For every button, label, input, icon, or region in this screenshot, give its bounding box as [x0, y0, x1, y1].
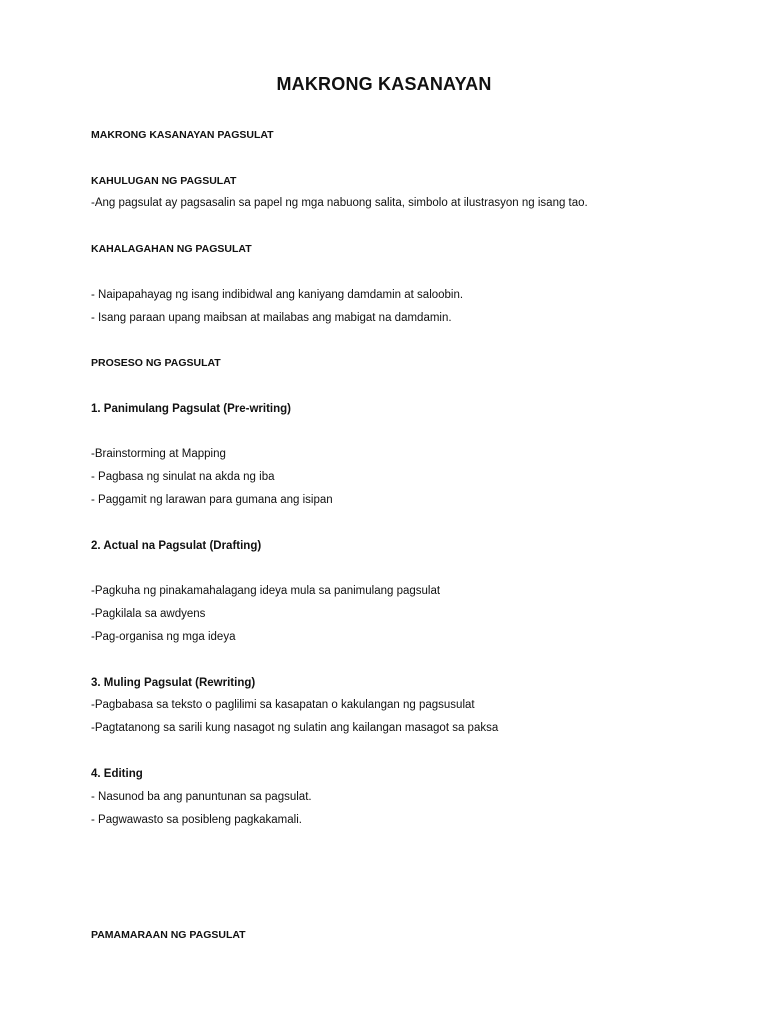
kahulugan-heading: KAHULUGAN NG PAGSULAT	[91, 175, 237, 187]
kahalagahan-item: - Naipapahayag ng isang indibidwal ang kaniyang damdamin at saloobin.	[91, 289, 464, 301]
step-item: - Nasunod ba ang panuntunan sa pagsulat.	[91, 791, 312, 803]
step-item: -Pag-organisa ng mga ideya	[91, 631, 236, 643]
step-item: - Paggamit ng larawan para gumana ang isipan	[91, 494, 333, 506]
step-item: -Pagkilala sa awdyens	[91, 608, 206, 620]
step-title: 4. Editing	[91, 768, 143, 780]
step-title: 1. Panimulang Pagsulat (Pre-writing)	[91, 403, 292, 415]
step-item: - Pagwawasto sa posibleng pagkakamali.	[91, 814, 302, 826]
section-heading: MAKRONG KASANAYAN PAGSULAT	[91, 129, 274, 141]
kahalagahan-heading: KAHALAGAHAN NG PAGSULAT	[91, 243, 252, 255]
pamamaraan-heading: PAMAMARAAN NG PAGSULAT	[91, 929, 246, 941]
step-item: -Pagtatanong sa sarili kung nasagot ng sulatin ang kailangan masagot sa paksa	[91, 722, 499, 734]
step-item: -Brainstorming at Mapping	[91, 448, 226, 460]
kahalagahan-item: - Isang paraan upang maibsan at mailabas ang mabigat na damdamin.	[91, 312, 452, 324]
step-item: -Pagbabasa sa teksto o paglilimi sa kasapatan o kakulangan ng pagsusulat	[91, 699, 475, 711]
step-title: 3. Muling Pagsulat (Rewriting)	[91, 677, 256, 689]
page-title: MAKRONG KASANAYAN	[276, 74, 492, 94]
step-title: 2. Actual na Pagsulat (Drafting)	[91, 540, 262, 552]
kahulugan-text: -Ang pagsulat ay pagsasalin sa papel ng mga nabuong salita, simbolo at ilustrasyon ng isang tao.	[91, 197, 588, 209]
proseso-heading: PROSESO NG PAGSULAT	[91, 357, 221, 369]
step-item: - Pagbasa ng sinulat na akda ng iba	[91, 471, 275, 483]
step-item: -Pagkuha ng pinakamahalagang ideya mula sa panimulang pagsulat	[91, 585, 441, 597]
